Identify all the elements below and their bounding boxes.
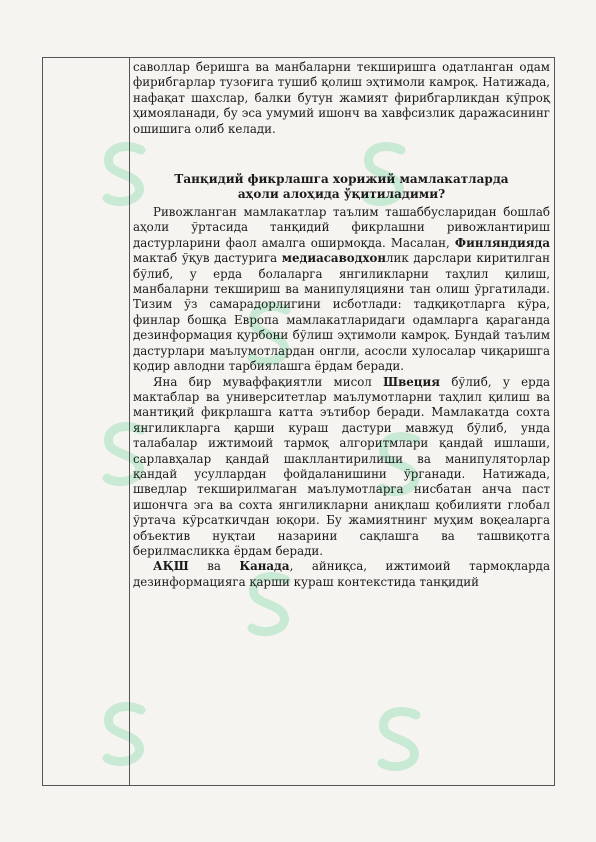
text-run: Ривожланган мамлакатлар таълим ташаббусларидан бошлаб аҳоли ўртасида танқидий фикрлашни ривожлантириш дастурларини фаол амалга оширмоқда. Масалан,	[133, 205, 550, 250]
bold-term: Швеция	[383, 374, 440, 389]
bold-term: Канада	[239, 559, 290, 574]
column-divider	[129, 58, 130, 785]
content-cell	[133, 60, 550, 590]
heading-line-2: аҳоли алоҳида ўқитиладими?	[237, 187, 446, 202]
heading-line-1: Танқидий фикрлашга хорижий мамлакатларда	[174, 172, 509, 187]
section-heading	[133, 172, 550, 202]
paragraph-usa-canada	[133, 559, 550, 590]
bold-term: Финляндияда	[454, 235, 550, 250]
text-run: , айниқса, ижтимоий тармоқларда дезинформацияга қарши кураш контекстида танқидий	[133, 559, 550, 589]
paragraph-sweden	[133, 375, 550, 560]
text-run: мактаб ўқув дастурига	[133, 251, 282, 266]
text-run: лик дарслари киритилган бўлиб, у ерда болаларга янгиликларни таҳлил қилиш, манбаларни текшириш ва манипуляцияни тан олиш ўргатилади. Тизим ўз самарадорлигини исботлади: тадқиқотларга кўра, финлар бошқа Европа мамлакатларидаги одамларга қараганда дезинформация қурбони бўлиш эҳтимоли камроқ. Бундай таълим дастурлари маълумотлардан онгли, асосли хулосалар чиқаришга қодир авлодни тарбиялашга ёрдам беради.	[133, 251, 550, 374]
paragraph-intro: саволлар беришга ва манбаларни текширишга одатланган одам фирибгарлар тузоғига тушиб қолиш эҳтимоли камроқ. Натижада, нафақат шахслар, балки бутун жамият фирибгарликдан кўпроқ ҳимояланади, бу эса умумий ишонч ва хавфсизлик даражасининг ошишига олиб келади.	[133, 60, 550, 136]
text-run: бўлиб, у ерда мактаблар ва университетлар маълумотларни таҳлил қилиш ва мантиқий фикрлашга катта эътибор беради. Мамлакатда сохта янгиликларга қарши кураш дастури мавжуд бўлиб, унда талабалар ижтимоий тармоқ алгоритмлари қандай ишлаши, сарлавҳалар қандай шакллантирилиши ва манипуляторлар қандай усуллардан фойдаланишини ўрганади. Натижада, шведлар текширилмаган маълумотларга нисбатан анча паст ишончга эга ва сохта янгиликларни аниқлаш қобилияти глобал ўртача кўрсаткичдан юқори. Бу жамиятнинг муҳим воқеаларга объектив нуқтаи назарини сақлашга ва ташвиқотга берилмасликка ёрдам беради.	[133, 374, 550, 558]
text-run: ва	[188, 559, 240, 574]
text-run: Яна бир муваффақиятли мисол	[153, 374, 384, 389]
bold-term: АҚШ	[153, 559, 189, 574]
paragraph-finland	[133, 205, 550, 374]
bold-term: медиасаводхон	[281, 251, 387, 266]
document-table	[42, 57, 555, 786]
